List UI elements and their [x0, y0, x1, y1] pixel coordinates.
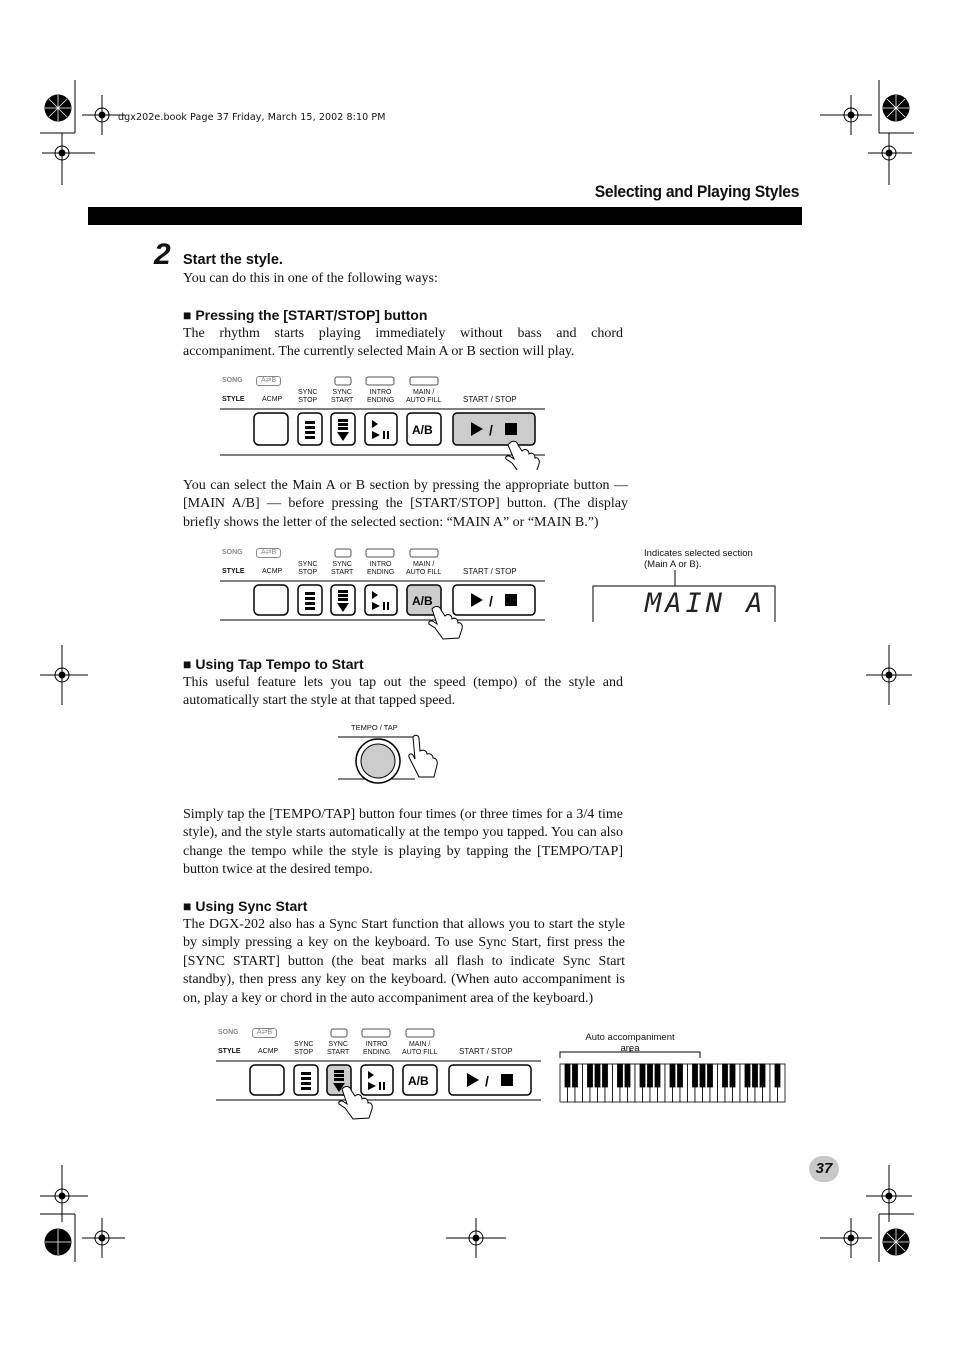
intro-ending-label: INTRO ENDING	[363, 1041, 391, 1056]
svg-text:A/B: A/B	[408, 1074, 429, 1088]
ab-symbol: A⇄B	[252, 1028, 277, 1038]
panel-buttons-2	[220, 547, 550, 642]
svg-text:A/B: A/B	[412, 594, 433, 608]
method-heading: ■ Using Sync Start	[183, 898, 308, 914]
start-stop-label: START / STOP	[463, 395, 517, 404]
method-heading: ■ Pressing the [START/STOP] button	[183, 307, 428, 323]
acmp-label: ACMP	[258, 1048, 279, 1055]
start-stop-label: START / STOP	[463, 567, 517, 576]
black-key	[693, 1064, 698, 1087]
method-text: The rhythm starts playing immediately without bass and chord accompaniment. The currently selected Main A or B section will play.	[183, 326, 623, 360]
auto-acmp-callout: Auto accompaniment area	[585, 1032, 675, 1054]
sync-stop-label: SYNC STOP	[298, 561, 318, 576]
black-key	[565, 1064, 570, 1087]
black-key	[775, 1064, 780, 1087]
control-panel-1	[220, 375, 550, 470]
lcd-display: MAIN A	[645, 588, 767, 619]
song-label: SONG	[222, 377, 243, 384]
panel-buttons-1	[220, 375, 550, 470]
acmp-label: ACMP	[262, 396, 283, 403]
black-key	[708, 1064, 713, 1087]
black-key	[678, 1064, 683, 1087]
method-text: This useful feature lets you tap out the speed (tempo) of the style and automatically start the style at that tapped speed.	[183, 675, 623, 709]
black-key	[603, 1064, 608, 1087]
song-label: SONG	[222, 549, 243, 556]
sync-start-label: SYNC START	[331, 389, 354, 404]
main-auto-fill-label: MAIN / AUTO FILL	[406, 389, 442, 404]
page-number: 37	[809, 1156, 839, 1182]
intro-ending-label: INTRO ENDING	[367, 389, 395, 404]
black-key	[640, 1064, 645, 1087]
black-key	[625, 1064, 630, 1087]
style-label: STYLE	[218, 1048, 241, 1055]
song-label: SONG	[218, 1029, 239, 1036]
black-key	[648, 1064, 653, 1087]
ab-symbol: A⇄B	[256, 548, 281, 558]
main-auto-fill-label: MAIN / AUTO FILL	[406, 561, 442, 576]
sync-start-label: SYNC START	[331, 561, 354, 576]
sync-start-label: SYNC START	[327, 1041, 350, 1056]
svg-text:/: /	[489, 422, 493, 438]
black-key	[655, 1064, 660, 1087]
intro-ending-label: INTRO ENDING	[367, 561, 395, 576]
svg-text:A/B: A/B	[412, 423, 433, 437]
step-title: Start the style.	[183, 252, 283, 268]
style-label: STYLE	[222, 568, 245, 575]
black-key	[670, 1064, 675, 1087]
panel-buttons-3	[216, 1027, 546, 1122]
black-key	[760, 1064, 765, 1087]
tempo-tap-button	[335, 733, 445, 788]
main-ab-text: You can select the Main A or B section by pressing the appropriate button — [MAIN A/B] — before pressing the [START/STOP] button. (The display briefly shows the letter of the selected section: “MAIN A” or “MAIN B.”)	[183, 478, 628, 530]
black-key	[723, 1064, 728, 1087]
black-key	[618, 1064, 623, 1087]
keyboard-illustration	[556, 1048, 788, 1104]
black-key	[573, 1064, 578, 1087]
black-key	[595, 1064, 600, 1087]
tap-text: Simply tap the [TEMPO/TAP] button four times (or three times for a 3/4 time style), and the style starts automatically at the tempo you tapped. You can also change the tempo while the style is playing by tapping the [TEMPO/TAP] button twice at the desired tempo.	[183, 807, 623, 878]
step-number: 2	[154, 238, 171, 271]
method-text: The DGX-202 also has a Sync Start function that allows you to start the style by simply pressing a key on the keyboard. To use Sync Start, first press the [SYNC START] button (the beat marks all flash to indicate Sync Start standby), then press any key on the keyboard. (When auto accompaniment is on, play a key or chord in the auto accompaniment area of the keyboard.)	[183, 917, 625, 1006]
acmp-label: ACMP	[262, 568, 283, 575]
file-info: dgx202e.book Page 37 Friday, March 15, 2002 8:10 PM	[118, 112, 386, 123]
tempo-tap-label: TEMPO / TAP	[351, 723, 398, 732]
sync-stop-label: SYNC STOP	[294, 1041, 314, 1056]
header-bar	[88, 207, 802, 225]
black-key	[753, 1064, 758, 1087]
section-callout: Indicates selected section (Main A or B).	[644, 548, 753, 570]
control-panel-3	[216, 1027, 546, 1122]
start-stop-label: START / STOP	[459, 1047, 513, 1056]
step-intro: You can do this in one of the following ways:	[183, 271, 438, 286]
section-title: Selecting and Playing Styles	[594, 182, 799, 201]
method-heading: ■ Using Tap Tempo to Start	[183, 656, 364, 672]
sync-stop-label: SYNC STOP	[298, 389, 318, 404]
black-key	[700, 1064, 705, 1087]
main-auto-fill-label: MAIN / AUTO FILL	[402, 1041, 438, 1056]
control-panel-2	[220, 547, 550, 642]
black-key	[588, 1064, 593, 1087]
ab-symbol: A⇄B	[256, 376, 281, 386]
black-key	[745, 1064, 750, 1087]
svg-text:/: /	[489, 593, 493, 609]
style-label: STYLE	[222, 396, 245, 403]
svg-text:/: /	[485, 1073, 489, 1089]
black-key	[730, 1064, 735, 1087]
